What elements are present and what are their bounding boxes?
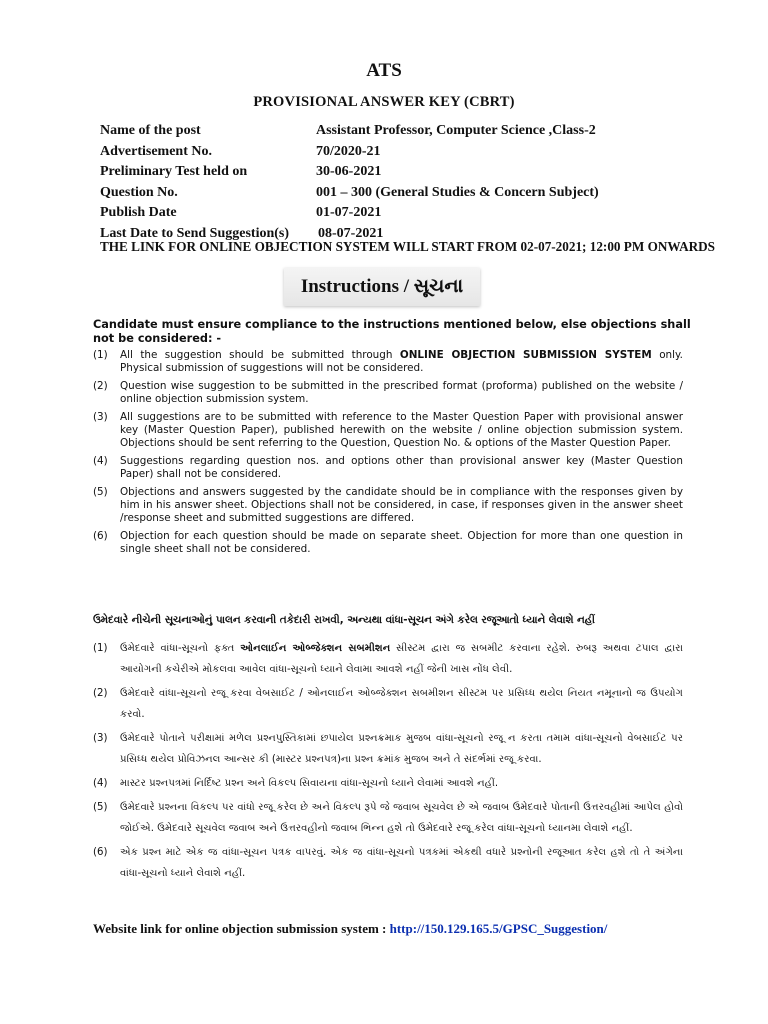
english-instructions-list (93, 349, 683, 561)
website-link[interactable]: http://150.129.165.5/GPSC_Suggestion/ (389, 921, 608, 936)
detail-label: Name of the post (100, 123, 201, 138)
item-text: Objections and answers suggested by the candidate should be in compliance with the responses given by him in his answer sheet. Objections shall not be considered, in case, if responses given in the answer sheet /response sheet and submitted suggestions are differed. (120, 486, 683, 524)
item-text-part: ઉમેદવારે વાંધા-સૂચનો ફક્ત (120, 643, 241, 654)
item-emphasis: ONLINE OBJECTION SUBMISSION SYSTEM (399, 349, 652, 361)
detail-label: Preliminary Test held on (100, 164, 248, 179)
item-text-part: only. Physical submission of suggestions will not be considered. (120, 349, 683, 374)
item-text: Question wise suggestion to be submitted in the prescribed format (proforma) published on the website / online objection submission system. (120, 380, 683, 405)
candidate-compliance-note: Candidate must ensure compliance to the instructions mentioned below, else objections shall not be considered: - (93, 318, 691, 345)
item-text-part: સીસ્ટમ દ્વારા જ સબમીટ કરવાના રહેશે. રુબરૂ અથવા ટપાલ દ્વારા આયોગની કચેરીએ મોકલવા આવેલ વાંધા-સૂચનો ધ્યાને લેવામા આવશે નહીં જેની ખાસ નોંધ લેવી. (120, 643, 683, 675)
instructions-heading: Instructions / સૂચના (284, 268, 480, 306)
detail-value: 08-07-2021 (318, 225, 384, 241)
gujarati-compliance-heading: ઉમેદવારે નીચેની સૂચનાઓનું પાલન કરવાની તકેદારી રાખવી, અન્યથા વાંધા-સૂચન અંગે કરેલ રજૂઆતો ધ્યાને લેવાશે નહીં (93, 614, 595, 626)
item-emphasis: ઓનલાઈન ઓબ્જેક્શન સબમીશન (240, 643, 391, 654)
detail-value: Assistant Professor, Computer Science ,Class-2 (316, 123, 596, 138)
item-text: All suggestions are to be submitted with reference to the Master Question Paper with provisional answer key (Master Question Paper), published herewith on the website / online objection submission system. Objections should be sent referring to the Question, Question No. & options of the Master Question Paper. (120, 411, 683, 449)
org-title: ATS (366, 60, 402, 81)
item-text: એક પ્રશ્ન માટે એક જ વાંધા-સૂચન પત્રક વાપરવું. એક જ વાંધા-સૂચનો પત્રકમાં એકથી વધારે પ્રશ્નોની રજૂઆત કરેલ હશે તો તે અંગેના વાંધા-સૂચનો ધ્યાને લેવાશે નહીં. (120, 847, 683, 879)
list-item (93, 842, 683, 884)
detail-label: Question No. (100, 184, 178, 200)
detail-label: Advertisement No. (100, 143, 212, 159)
list-item (93, 530, 683, 556)
list-item (93, 797, 683, 839)
detail-value: 70/2020-21 (316, 143, 381, 159)
item-number: (3) (93, 733, 108, 744)
detail-label: Publish Date (100, 205, 177, 220)
detail-label: Last Date to Send Suggestion(s) (100, 225, 290, 241)
item-text (120, 638, 683, 680)
document-subtitle: PROVISIONAL ANSWER KEY (CBRT) (253, 94, 515, 110)
list-item (93, 773, 683, 794)
item-text: Objection for each question should be made on separate sheet. Objection for more than one question in single sheet shall not be considered. (120, 530, 683, 555)
objection-link-start-notice: THE LINK FOR ONLINE OBJECTION SYSTEM WILL START FROM 02-07-2021; 12:00 PM ONWARDS (100, 239, 716, 254)
item-text (120, 349, 683, 375)
item-text: ઉમેદવારે પોતાને પરીક્ષામાં મળેલ પ્રશ્નપુસ્તિકામાં છપાયેલ પ્રશ્નક્રમાક મુજબ વાંધા-સૂચનો રજૂ ન કરતા તમામ વાંધા-સૂચનો વેબસાઈટ પર પ્રસિધ્ધ થયેલ પ્રોવિઝનલ આન્સર કી (માસ્ટર પ્રશ્નપત્ર)ના પ્રશ્ન ક્રમાંક મુજબ અને તે સંદર્ભમાં રજૂ કરવા. (120, 733, 683, 765)
list-item (93, 638, 683, 680)
item-text: ઉમેદવારે પ્રશ્નના વિકલ્પ પર વાંધો રજૂ કરેલ છે અને વિકલ્પ રૂપે જે જવાબ સૂચવેલ છે એ જવાબ ઉમેદવારે પોતાની ઉત્તરવહીમાં આપેલ હોવો જોઈએ. ઉમેદવારે સૂચવેલ જવાબ અને ઉત્તરવહીનો જવાબ ભિન્ન હશે તો ઉમેદવારે રજૂ કરેલ વાંધા-સૂચનો ધ્યાનમા લેવાશે નહીં. (120, 802, 683, 834)
item-number: (6) (93, 530, 108, 542)
detail-value: 001 – 300 (General Studies & Concern Subject) (316, 184, 599, 200)
item-text: માસ્ટર પ્રશ્નપત્રમાં નિર્દિષ્ટ પ્રશ્ન અને વિકલ્પ સિવાયના વાંધા-સૂચનો ધ્યાને લેવામાં આવશે નહીં. (120, 778, 499, 789)
item-text: Suggestions regarding question nos. and options other than provisional answer key (Master Question Paper) shall not be considered. (120, 455, 683, 480)
list-item (93, 349, 683, 375)
list-item (93, 683, 683, 725)
detail-value: 30-06-2021 (316, 164, 382, 179)
item-number: (4) (93, 778, 108, 789)
item-number: (2) (93, 688, 108, 699)
item-number: (6) (93, 847, 108, 858)
item-number: (1) (93, 643, 108, 654)
list-item (93, 728, 683, 770)
item-text: ઉમેદવારે વાંધા-સૂચનો રજૂ કરવા વેબસાઈટ / ઓનલાઈન ઓબ્જેક્શન સબમીશન સીસ્ટમ પર પ્રસિધ્ધ થયેલ નિયત નમૂનાનો જ ઉપયોગ કરવો. (120, 688, 683, 720)
gujarati-instructions-list (93, 638, 683, 887)
detail-value: 01-07-2021 (316, 205, 382, 220)
item-number: (3) (93, 411, 108, 423)
item-number: (1) (93, 349, 108, 361)
item-number: (5) (93, 486, 108, 498)
list-item (93, 380, 683, 406)
item-number: (2) (93, 380, 108, 392)
list-item (93, 411, 683, 450)
item-number: (5) (93, 802, 108, 813)
website-link-line (93, 921, 607, 937)
website-link-label: Website link for online objection submission system : (93, 921, 390, 936)
list-item (93, 486, 683, 525)
item-number: (4) (93, 455, 108, 467)
item-text-part: All the suggestion should be submitted through (120, 349, 400, 361)
list-item (93, 455, 683, 481)
